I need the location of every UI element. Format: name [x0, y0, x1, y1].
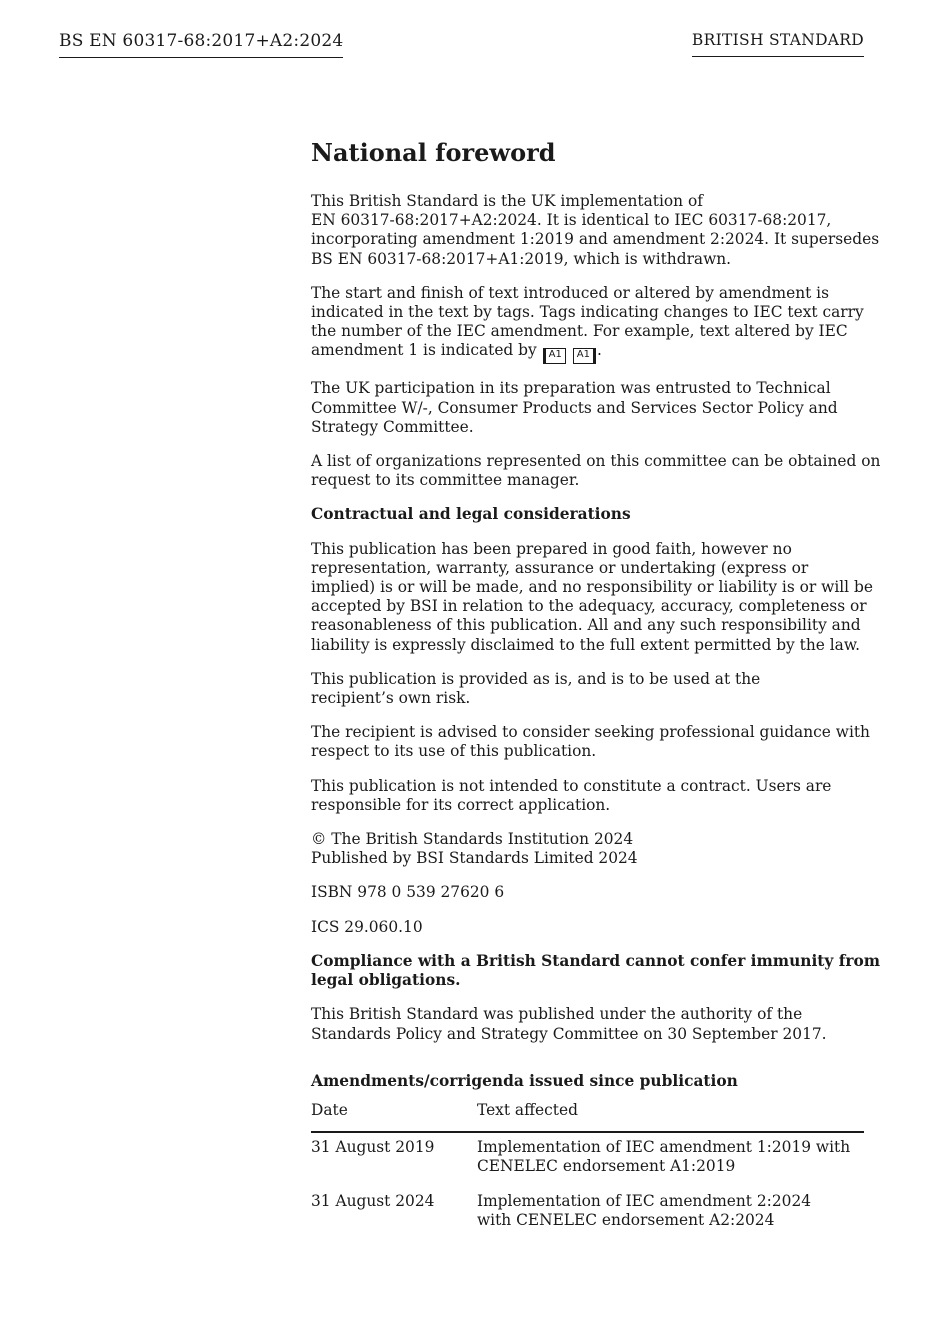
text-line: This publication is provided as is, and is to be used at the — [311, 669, 761, 688]
organizations-paragraph — [311, 452, 881, 490]
text-line: The recipient is advised to consider seeking professional guidance with — [311, 723, 870, 742]
text-line: indicated in the text by tags. Tags indicating changes to IEC text carry — [311, 303, 864, 322]
text-line: with CENELEC endorsement A2:2024 — [477, 1210, 775, 1229]
page-title: National foreword — [311, 138, 556, 167]
intro-paragraph — [311, 192, 880, 269]
document-identifier: BS EN 60317-68:2017+A2:2024 — [59, 31, 343, 58]
text-line: implied) is or will be made, and no responsibility or liability is or will be — [311, 578, 873, 597]
text-line: reasonableness of this publication. All and any such responsibility and — [311, 616, 861, 635]
text-line: Implementation of IEC amendment 2:2024 — [477, 1191, 812, 1210]
text-line: This British Standard was published under the authority of the — [311, 1005, 803, 1024]
text-line: request to its committee manager. — [311, 471, 580, 490]
text-line: responsible for its correct application. — [311, 795, 611, 814]
text-line: CENELEC endorsement A1:2019 — [477, 1157, 736, 1176]
advice-paragraph — [311, 723, 870, 761]
text-line: Standards Policy and Strategy Committee on 30 September 2017. — [311, 1024, 827, 1043]
text-line: legal obligations. — [311, 971, 461, 990]
text-line: liability is expressly disclaimed to the full extent permitted by the law. — [311, 635, 861, 654]
text-line: A list of organizations represented on this committee can be obtained on — [311, 452, 881, 471]
text-line: Compliance with a British Standard cannot confer immunity from — [311, 951, 880, 970]
amendment-date: 31 August 2024 — [311, 1191, 435, 1210]
series-label: BRITISH STANDARD — [692, 31, 864, 57]
ics-code: ICS 29.060.10 — [311, 917, 423, 936]
table-row — [311, 1177, 864, 1230]
isbn: ISBN 978 0 539 27620 6 — [311, 883, 505, 902]
table-row — [311, 1132, 864, 1176]
amendment-tags-paragraph — [311, 284, 867, 365]
compliance-notice — [311, 951, 880, 990]
text-line: recipient’s own risk. — [311, 689, 471, 708]
participation-paragraph — [311, 379, 867, 437]
text-line: This publication has been prepared in good faith, however no — [311, 539, 792, 558]
copyright-paragraph — [311, 830, 867, 868]
text-line: the number of the IEC amendment. For example, text altered by IEC — [311, 322, 848, 341]
text-line: This publication is not intended to constitute a contract. Users are — [311, 776, 832, 795]
page-content — [311, 138, 881, 1230]
text-line: Implementation of IEC amendment 1:2019 with — [477, 1138, 851, 1157]
text-line: Published by BSI Standards Limited 2024 — [311, 849, 638, 868]
text-affected-column-header: Text affected — [477, 1101, 864, 1132]
text-line: respect to its use of this publication. — [311, 742, 597, 761]
text-line: The UK participation in its preparation was entrusted to Technical — [311, 379, 831, 398]
legal-heading: Contractual and legal considerations — [311, 505, 631, 524]
text-line: © The British Standards Institution 2024 — [311, 830, 634, 849]
amendments-table — [311, 1101, 864, 1230]
tag-example-text: amendment 1 is indicated by — [311, 341, 537, 360]
text-line: Committee W/-, Consumer Products and Services Sector Policy and — [311, 398, 838, 417]
amendments-title: Amendments/corrigenda issued since publication — [311, 1071, 738, 1090]
amendment-end-tag-icon: A1 — [573, 348, 596, 364]
date-column-header: Date — [311, 1101, 477, 1132]
contract-paragraph — [311, 777, 867, 815]
text-line: EN 60317-68:2017+A2:2024. It is identical to IEC 60317-68:2017, — [311, 211, 832, 230]
text-line: representation, warranty, assurance or undertaking (express or — [311, 558, 809, 577]
amendment-date: 31 August 2019 — [311, 1138, 435, 1157]
text-line: accepted by BSI in relation to the adequacy, accuracy, completeness or — [311, 597, 867, 616]
text-line: This British Standard is the UK implementation of — [311, 192, 703, 210]
text-line: BS EN 60317-68:2017+A1:2019, which is withdrawn. — [311, 249, 732, 268]
text-line: The start and finish of text introduced or altered by amendment is — [311, 283, 829, 302]
text-line: Strategy Committee. — [311, 417, 474, 436]
as-is-paragraph — [311, 670, 867, 708]
table-header-row — [311, 1101, 864, 1132]
text-line — [311, 341, 867, 364]
legal-paragraph — [311, 539, 873, 655]
tag-example-tail: . — [596, 341, 602, 360]
authority-paragraph — [311, 1005, 867, 1043]
amendment-start-tag-icon: A1 — [543, 348, 566, 364]
text-line: incorporating amendment 1:2019 and amendment 2:2024. It supersedes — [311, 230, 880, 249]
amendment-text — [477, 1177, 864, 1230]
amendment-text — [477, 1132, 864, 1176]
